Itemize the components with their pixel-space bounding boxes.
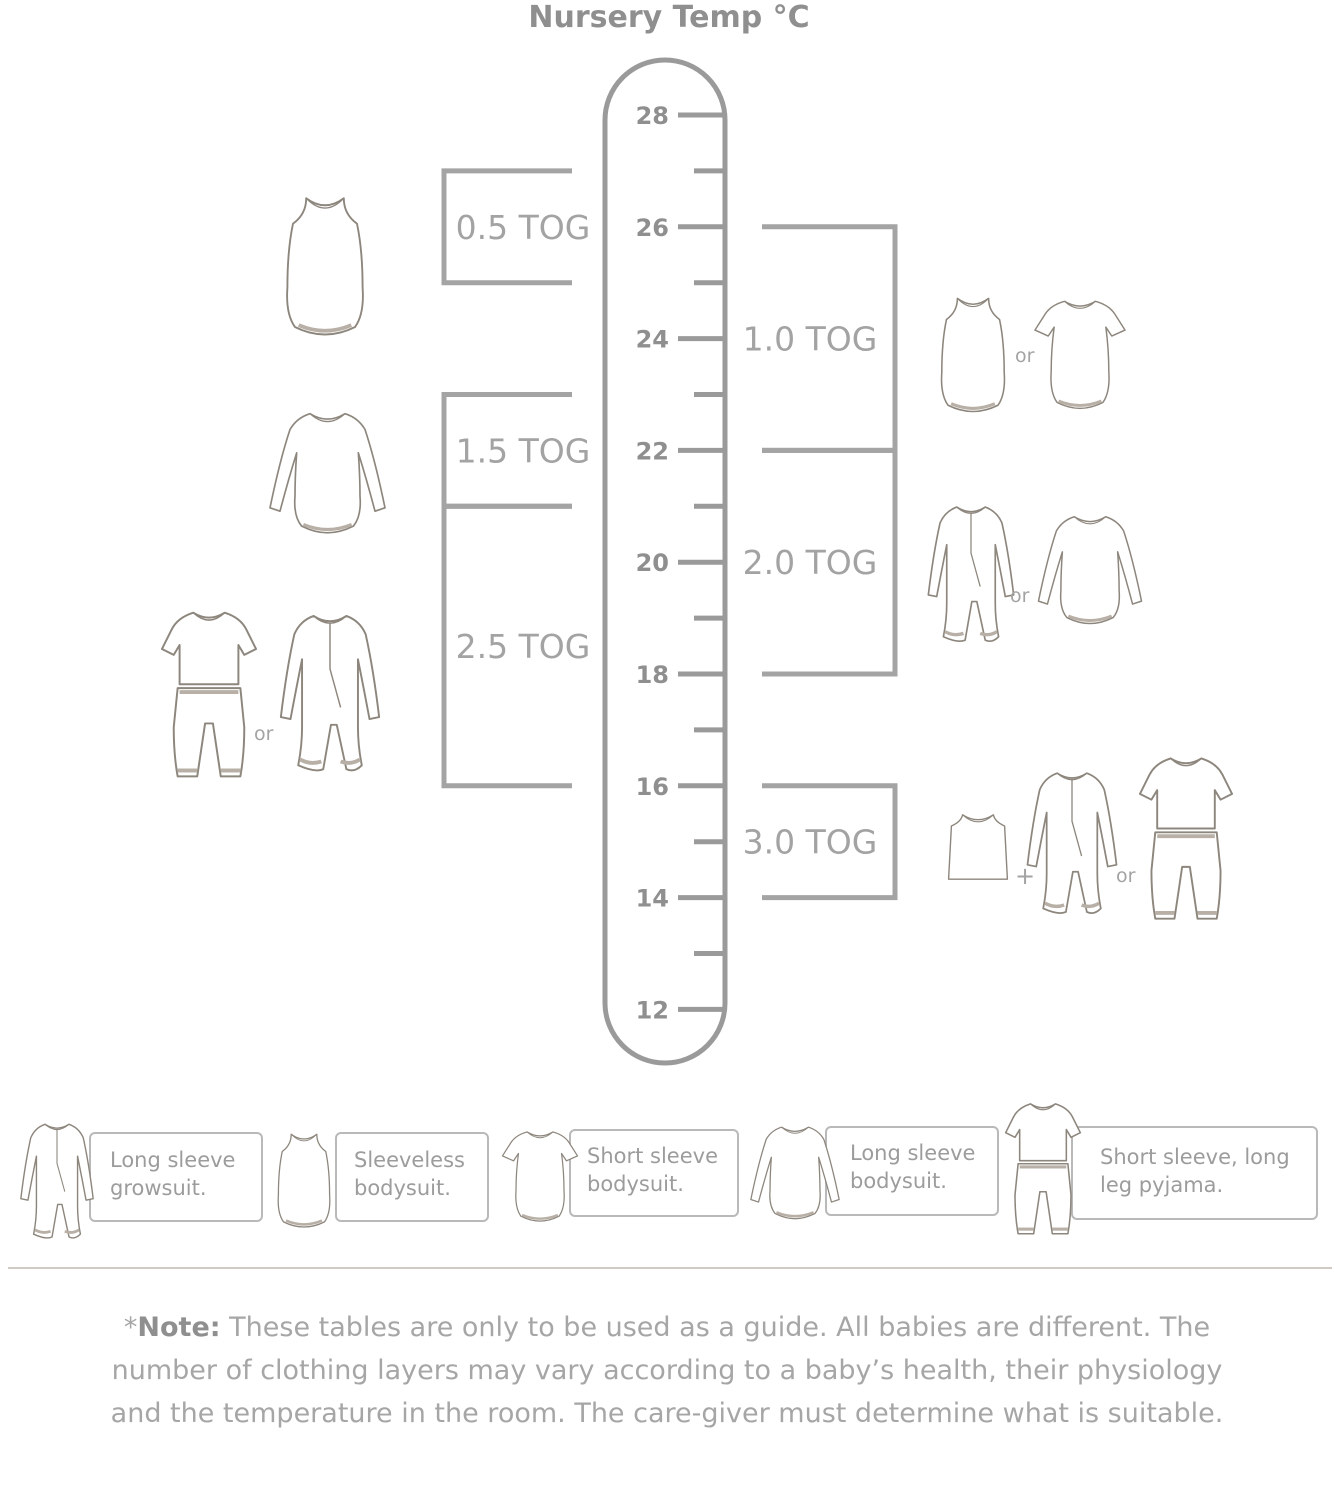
short-sleeve-long-leg-pyjama-icon [1006,1104,1081,1234]
legend-label: Long sleeve [850,1141,976,1165]
tog-label: 2.5 TOG [455,627,591,667]
long-sleeve-growsuit-icon [928,507,1013,641]
or-label: or [254,723,274,745]
note-text-1: These tables are only to be used as a guide. All babies are different. The [220,1312,1211,1343]
legend-item [1006,1104,1317,1234]
chart-title: Nursery Temp °C [528,0,810,35]
long-sleeve-growsuit-icon [1027,773,1116,913]
tick-label: 14 [635,884,669,913]
sleeveless-bodysuit-icon [942,298,1005,411]
tick-label: 26 [635,213,669,242]
tog-brackets [444,171,895,898]
sleeveless-bodysuit-icon [278,1134,330,1227]
tick-label: 18 [635,661,669,689]
or-label: or [1010,585,1030,607]
note-line-1 [10,1306,1324,1349]
short-sleeve-bodysuit-icon [1035,301,1125,408]
tick-label: 28 [635,102,669,130]
or-label: or [1116,865,1136,887]
legend-label: Short sleeve [587,1144,718,1168]
legend-label: leg pyjama. [1100,1173,1224,1197]
note-label: Note: [137,1312,221,1343]
tog-label: 1.5 TOG [455,431,591,471]
legend-label: Sleeveless [354,1148,465,1172]
legend-label: bodysuit. [587,1172,684,1196]
tog-label: 0.5 TOG [455,207,591,247]
temperature-scale [636,102,724,1024]
garments-1-5-tog [270,414,385,533]
garments-2-0-tog [928,507,1141,641]
tog-label: 3.0 TOG [742,822,878,862]
short-sleeve-long-leg-pyjama-icon [162,613,256,777]
garments-3-0-tog [949,758,1232,918]
garments-2-5-tog [162,613,379,777]
or-label: or [1015,345,1035,367]
long-sleeve-bodysuit-icon [1038,517,1141,624]
short-sleeve-bodysuit-icon [502,1132,577,1221]
garments-0-5-tog [287,198,363,334]
legend-item [751,1127,998,1219]
note [10,1306,1324,1435]
tick-label: 20 [635,549,669,578]
tog-label: 2.0 TOG [742,543,878,583]
note-line-2: number of clothing layers may vary according to a baby’s health, their physiology [111,1355,1223,1386]
legend [21,1104,1317,1238]
garments-1-0-tog [942,298,1126,411]
tick-label: 22 [635,437,669,466]
long-sleeve-growsuit-icon [21,1124,93,1238]
legend-label: growsuit. [110,1176,207,1200]
legend-label: Long sleeve [110,1148,236,1172]
legend-label: bodysuit. [354,1176,451,1200]
legend-label: Short sleeve, long [1100,1145,1290,1169]
tick-label: 24 [635,325,669,354]
tick-label: 12 [635,996,669,1025]
sleeveless-bodysuit-icon [287,198,363,334]
thermometer [605,60,725,1063]
long-sleeve-growsuit-icon [281,616,379,771]
note-line-3: and the temperature in the room. The care-giver must determine what is suitable. [110,1398,1224,1429]
legend-item [278,1133,488,1227]
tog-label: 1.0 TOG [742,319,878,359]
note-prefix: * [123,1312,138,1343]
singlet-icon [949,815,1008,879]
plus-label: + [1015,862,1036,890]
short-sleeve-long-leg-pyjama-icon [1140,758,1232,918]
legend-item [21,1124,262,1238]
tick-label: 16 [635,772,669,801]
legend-item [502,1130,738,1221]
legend-label: bodysuit. [850,1169,947,1193]
long-sleeve-bodysuit-icon [270,414,385,533]
